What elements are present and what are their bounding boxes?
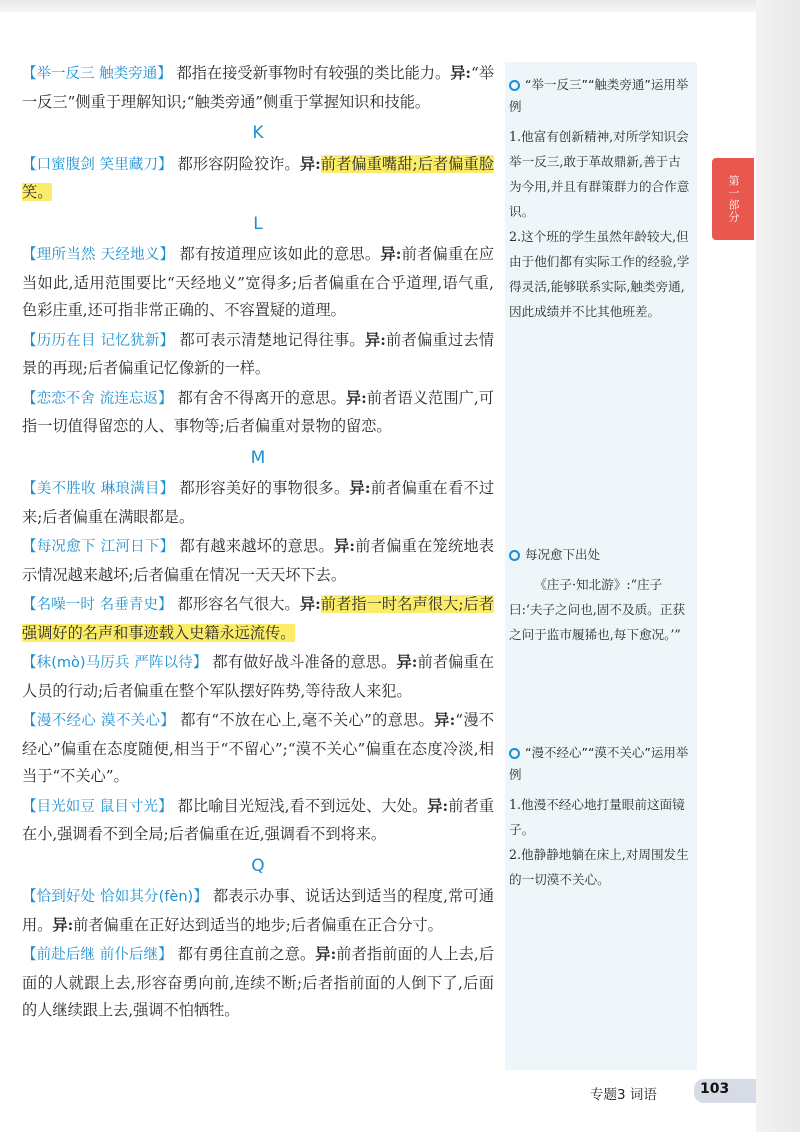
idiom-entry bbox=[22, 793, 494, 849]
common-meaning: 都指在接受新事物时有较强的类比能力。 bbox=[176, 64, 451, 82]
common-meaning: 都形容阴险狡诈。 bbox=[177, 154, 300, 173]
difference-text: 前者偏重过去情景的再现;后者偏重记忆像新的一样。 bbox=[22, 330, 495, 377]
difference-label: 异: bbox=[427, 796, 449, 815]
idiom-pair: 【前赴后继 前仆后继】 bbox=[22, 947, 173, 963]
difference-text: “举一反三”侧重于理解知识;“触类旁通”侧重于掌握知识和技能。 bbox=[22, 64, 495, 111]
idiom-pair: 【秣(mò)马厉兵 严阵以待】 bbox=[22, 655, 208, 671]
bullet-icon bbox=[509, 748, 520, 759]
common-meaning: 都有越来越坏的意思。 bbox=[179, 537, 334, 555]
sidebar-title: “举一反三”“触类旁通”运用举例 bbox=[509, 77, 689, 114]
scan-edge-right bbox=[756, 0, 800, 1132]
difference-label: 异: bbox=[364, 330, 386, 349]
idiom-entry bbox=[22, 941, 494, 1025]
idiom-pair: 【漫不经心 漠不关心】 bbox=[22, 713, 176, 729]
idiom-entry bbox=[22, 60, 494, 116]
footer-section: 专题3 词语 bbox=[590, 1087, 657, 1103]
difference-text: 前者偏重在人员的行动;后者偏重在整个军队摆好阵势,等待敌人来犯。 bbox=[22, 653, 495, 700]
idiom-pair: 【每况愈下 江河日下】 bbox=[22, 539, 175, 555]
difference-text-highlighted: 前者偏重嘴甜;后者偏重脸笑。 bbox=[22, 154, 495, 201]
difference-label: 异: bbox=[299, 154, 321, 173]
idiom-entry bbox=[22, 591, 494, 647]
idiom-entry bbox=[22, 327, 494, 383]
idiom-entry bbox=[22, 649, 494, 705]
difference-label: 异: bbox=[434, 711, 456, 729]
bullet-icon bbox=[509, 550, 520, 561]
section-tab: 第一部分 bbox=[712, 158, 754, 240]
common-meaning: 都形容美好的事物很多。 bbox=[179, 479, 350, 497]
difference-label: 异: bbox=[396, 653, 418, 671]
idiom-pair: 【恋恋不舍 流连忘返】 bbox=[22, 390, 173, 407]
idiom-pair: 【名噪一时 名垂青史】 bbox=[22, 597, 173, 613]
difference-text-highlighted: 前者指一时名声很大;后者强调好的名声和事迹载入史籍永远流传。 bbox=[22, 595, 495, 642]
common-meaning: 都有勇往直前之意。 bbox=[177, 945, 316, 963]
idiom-entry bbox=[22, 151, 494, 207]
difference-label: 异: bbox=[52, 915, 74, 934]
difference-text: 前者重在小,强调看不到全局;后者偏重在近,强调看不到将来。 bbox=[22, 796, 495, 843]
section-letter: M bbox=[250, 447, 266, 468]
difference-text: 前者偏重在应当如此,适用范围要比“天经地义”宽得多;后者偏重在合乎道理,语气重,色彩庄重,还可指非常正确的、不容置疑的道理。 bbox=[22, 245, 495, 319]
idiom-pair: 【理所当然 天经地义】 bbox=[22, 247, 175, 263]
idiom-entry bbox=[22, 241, 494, 325]
difference-label: 异: bbox=[299, 595, 321, 613]
idiom-pair: 【口蜜腹剑 笑里藏刀】 bbox=[22, 156, 173, 173]
idiom-pair: 【举一反三 触类旁通】 bbox=[22, 66, 172, 82]
idiom-pair: 【目光如豆 鼠目寸光】 bbox=[22, 798, 173, 815]
sidebar-block-usage-2 bbox=[505, 742, 697, 892]
common-meaning: 都有“不放在心上,毫不关心”的意思。 bbox=[180, 711, 435, 729]
idiom-pair: 【恰到好处 恰如其分(fèn)】 bbox=[22, 889, 209, 905]
idiom-entry bbox=[22, 385, 494, 441]
idiom-entry bbox=[22, 707, 494, 791]
section-letter: Q bbox=[251, 855, 265, 876]
difference-text: 前者语义范围广,可指一切值得留恋的人、事物等;后者偏重对景物的留恋。 bbox=[22, 388, 495, 435]
idiom-pair: 【历历在目 记忆犹新】 bbox=[22, 332, 175, 349]
difference-text: 前者偏重在看不过来;后者偏重在满眼都是。 bbox=[22, 479, 495, 526]
difference-text: “漫不经心”偏重在态度随便,相当于“不留心”;“漠不关心”偏重在态度冷淡,相当于“不关心”。 bbox=[22, 711, 495, 785]
sidebar-item: 2.他静静地躺在床上,对周围发生的一切漠不关心。 bbox=[509, 847, 689, 887]
idiom-pair: 【美不胜收 琳琅满目】 bbox=[22, 481, 175, 497]
difference-label: 异: bbox=[349, 479, 371, 497]
bullet-icon bbox=[509, 80, 520, 91]
sidebar-title: “漫不经心”“漠不关心”运用举例 bbox=[509, 745, 689, 782]
common-meaning: 都有舍不得离开的意思。 bbox=[177, 388, 346, 407]
difference-label: 异: bbox=[450, 64, 472, 82]
common-meaning: 都形容名气很大。 bbox=[177, 595, 300, 613]
difference-text: 前者指前面的人上去,后面的人就跟上去,形容奋勇向前,连续不断;后者指前面的人倒下了,后面的人继续跟上去,强调不怕牺牲。 bbox=[22, 945, 495, 1019]
common-meaning: 都有按道理应该如此的意思。 bbox=[179, 245, 381, 263]
sidebar bbox=[505, 62, 697, 1070]
difference-label: 异: bbox=[315, 945, 337, 963]
main-column bbox=[22, 60, 494, 1027]
difference-label: 异: bbox=[345, 388, 367, 407]
difference-text: 前者偏重在笼统地表示情况越来越坏;后者偏重在情况一天天坏下去。 bbox=[22, 537, 495, 584]
sidebar-item: 2.这个班的学生虽然年龄较大,但由于他们都有实际工作的经验,学得灵活,能够联系实际,触类旁通,因此成绩并不比其他班差。 bbox=[509, 229, 690, 319]
difference-text: 前者偏重在正好达到适当的地步;后者偏重在正合分寸。 bbox=[73, 915, 443, 934]
section-letter: L bbox=[253, 213, 263, 234]
sidebar-item: 1.他富有创新精神,对所学知识会举一反三,敢于革故鼎新,善于古为今用,并且有群策群力的合作意识。 bbox=[509, 129, 690, 219]
sidebar-item: 1.他漫不经心地打量眼前这面镜子。 bbox=[509, 797, 685, 837]
idiom-entry bbox=[22, 475, 494, 531]
common-meaning: 都可表示清楚地记得往事。 bbox=[179, 330, 365, 349]
idiom-entry bbox=[22, 533, 494, 589]
scan-edge-top bbox=[0, 0, 800, 12]
common-meaning: 都表示办事、说话达到适当的程度,常可通用。 bbox=[22, 887, 495, 934]
idiom-entry bbox=[22, 883, 494, 939]
sidebar-block-origin bbox=[505, 544, 697, 647]
sidebar-block-usage-1 bbox=[505, 74, 697, 324]
page-number: 103 bbox=[700, 1081, 730, 1097]
difference-label: 异: bbox=[333, 537, 356, 555]
sidebar-title: 每况愈下出处 bbox=[525, 547, 601, 562]
sidebar-quote: 《庄子·知北游》:“庄子曰:‘夫子之问也,固不及质。正获之问于监市履狶也,每下愈况。’” bbox=[509, 577, 685, 642]
common-meaning: 都有做好战斗准备的意思。 bbox=[212, 653, 397, 671]
section-letter: K bbox=[252, 123, 264, 143]
difference-label: 异: bbox=[380, 245, 402, 263]
common-meaning: 都比喻目光短浅,看不到远处、大处。 bbox=[177, 796, 428, 815]
